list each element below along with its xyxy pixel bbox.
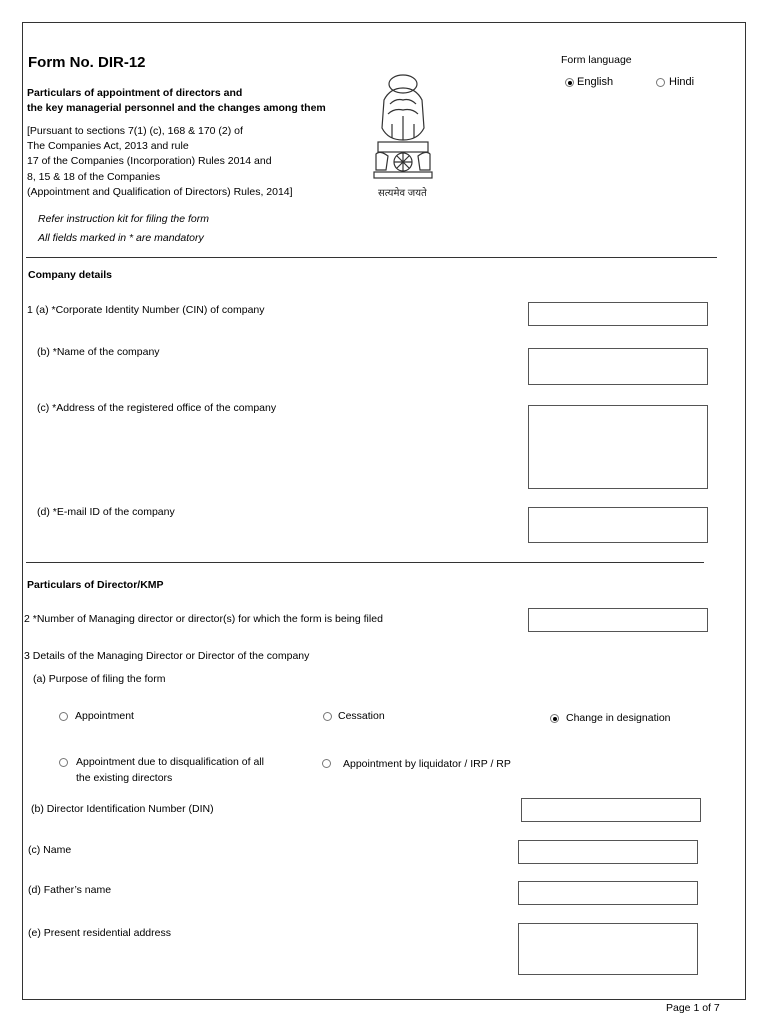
- language-english-label: English: [577, 76, 614, 88]
- purpose-change-designation-radio[interactable]: [550, 714, 559, 723]
- director-name-label: (c) Name: [28, 844, 72, 856]
- director-name-input[interactable]: [518, 840, 698, 864]
- language-hindi-radio[interactable]: [656, 78, 665, 87]
- cin-input[interactable]: [528, 302, 708, 326]
- company-name-label: (b) *Name of the company: [37, 346, 160, 358]
- company-email-input[interactable]: [528, 507, 708, 543]
- director-count-label: 2 *Number of Managing director or director(s) for which the form is being filed: [24, 613, 383, 625]
- pursuant-line-4: 8, 15 & 18 of the Companies: [27, 171, 161, 183]
- company-name-input[interactable]: [528, 348, 708, 385]
- registered-office-label: (c) *Address of the registered office of the company: [37, 402, 277, 414]
- company-email-label: (d) *E-mail ID of the company: [37, 506, 175, 518]
- purpose-change-designation-label: Change in designation: [566, 712, 671, 724]
- residential-address-label: (e) Present residential address: [28, 927, 171, 939]
- purpose-appointment-label: Appointment: [75, 710, 134, 722]
- residential-address-input[interactable]: [518, 923, 698, 975]
- divider: [26, 257, 717, 258]
- national-emblem: [370, 70, 436, 200]
- form-subtitle-line2: the key managerial personnel and the changes among them: [27, 102, 326, 114]
- form-subtitle-line1: Particulars of appointment of directors and: [27, 87, 243, 99]
- pursuant-line-3: 17 of the Companies (Incorporation) Rules 2014 and: [27, 155, 272, 167]
- purpose-appointment-radio[interactable]: [59, 712, 68, 721]
- emblem-caption: सत्यमेव जयते: [378, 188, 427, 199]
- instruction-kit-note: Refer instruction kit for filing the form: [38, 213, 209, 225]
- director-count-input[interactable]: [528, 608, 708, 632]
- director-details-label: 3 Details of the Managing Director or Director of the company: [24, 650, 310, 662]
- mandatory-note: All fields marked in * are mandatory: [38, 232, 204, 244]
- purpose-liquidator-radio[interactable]: [322, 759, 331, 768]
- purpose-disqualification-radio[interactable]: [59, 758, 68, 767]
- purpose-cessation-label: Cessation: [338, 710, 385, 722]
- company-details-heading: Company details: [28, 269, 113, 281]
- language-hindi-label: Hindi: [669, 76, 695, 88]
- pursuant-line-1: [Pursuant to sections 7(1) (c), 168 & 170 (2) of: [27, 125, 243, 137]
- director-particulars-heading: Particulars of Director/KMP: [27, 579, 164, 591]
- registered-office-input[interactable]: [528, 405, 708, 489]
- pursuant-line-2: The Companies Act, 2013 and rule: [27, 140, 189, 152]
- form-language-label: Form language: [561, 54, 632, 66]
- cin-label: 1 (a) *Corporate Identity Number (CIN) of company: [27, 304, 265, 316]
- din-input[interactable]: [521, 798, 701, 822]
- purpose-disqualification-label-line2: the existing directors: [76, 772, 173, 784]
- divider: [26, 562, 704, 563]
- din-label: (b) Director Identification Number (DIN): [31, 803, 214, 815]
- language-english-radio[interactable]: [565, 78, 574, 87]
- father-name-label: (d) Father’s name: [28, 884, 112, 896]
- pursuant-line-5: (Appointment and Qualification of Directors) Rules, 2014]: [27, 186, 293, 198]
- form-title: Form No. DIR-12: [28, 54, 146, 71]
- purpose-liquidator-label: Appointment by liquidator / IRP / RP: [343, 758, 511, 770]
- father-name-input[interactable]: [518, 881, 698, 905]
- purpose-label: (a) Purpose of filing the form: [33, 673, 166, 685]
- purpose-cessation-radio[interactable]: [323, 712, 332, 721]
- page-number: Page 1 of 7: [666, 1002, 720, 1014]
- purpose-disqualification-label-line1: Appointment due to disqualification of all: [76, 756, 264, 768]
